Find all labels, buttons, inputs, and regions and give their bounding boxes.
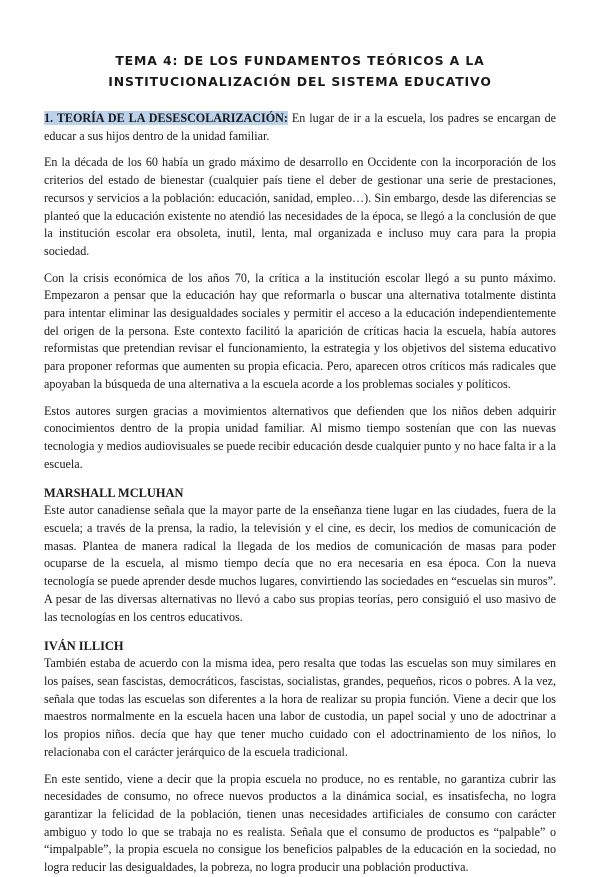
section1-paragraph-1: En la década de los 60 había un grado máximo de desarrollo en Occidente con la incorporación de los criterios del estado de bienestar (cualquier país tiene el deber de gestionar una serie de prestaciones, recursos y servicios a la población: educación, sanidad, empleo…). Sin embargo, desde las diferencias se planteó que la educación existente no atendió las necesidades de la época, se llegó a la conclusión de que la institución escolar era obsoleta, inutil, lenta, mal organizada e incluso muy cara para la propia sociedad. xyxy=(44,155,556,258)
section1-paragraph-2: Con la crisis económica de los años 70, la crítica a la institución escolar llegó a su punto máximo. Empezaron a pensar que la educación hay que reformarla o buscar una alternativa totalmente distinta para intentar eliminar las desigualdades sociales y permitir el acceso a la educación independientemente del origen de la persona. Este contexto facilitó la aparición de críticas hacia la escuela, había autores reformistas que pretendian revisar el funcionamiento, la estrategia y los objetivos del sistema educativo para proponer reformas que aumenten su propia eficacia. Pero, aparecen otros críticos más radicales que apoyaban la búsqueda de una alternativa a la escuela acorde a los problemas sociales y políticos. xyxy=(44,270,556,391)
section1-paragraph-3: Estos autores surgen gracias a movimientos alternativos que defienden que los niños deben adquirir conocimientos dentro de la propia unidad familiar. Al mismo tiempo sostenían que con las nuevas tecnologia y medios audiovisuales se puede recibir educación desde cualquier punto y no hace falta ir a la escuela. xyxy=(44,403,556,471)
section1-intro-text: En lugar de ir a la escuela, los padres se encargan de educar a sus hijos dentro de la unidad familiar. xyxy=(44,111,556,143)
title-line-2: INSTITUCIONALIZACIÓN DEL SISTEMA EDUCATIVO xyxy=(108,74,492,89)
illich-paragraph-2: En este sentido, viene a decir que la propia escuela no produce, no es rentable, no garantiza cubrir las necesidades de consumo, no ofrece nuevos productos a la dinámica social, es insatisfecha, no logra garantizar la felicidad de la población, tienen unas necesidades artificiales de consumo con carácter ambiguo y todo lo que se trabaja no es realista. Señala que el consumo de productos es “palpable” o “impalpable”, la propia escuela no consigue los beneficios palpables de la educación en la sociedad, no logra reducir las desigualdades, la pobreza, no logra producir una población productiva. xyxy=(44,771,556,875)
document-title xyxy=(44,50,556,92)
section1-intro-paragraph xyxy=(44,110,556,145)
illich-paragraph-1: También estaba de acuerdo con la misma idea, pero resalta que todas las escuelas son muy similares en los países, sean fascistas, democráticos, fascistas, socialistas, grandes, pequeños, ricos o pobres. A la vez, señala que todas las escuelas son diferentes a la hora de realizar su propia función. Viene a decir que los maestros normalmente en la escuela hacen una labor de custodia, un papel social y uno de adoctrinar a los propios niños. decía que hay que tener mucho cuidado con el adoctrinamiento de los niños, lo relacionaba con el carácter jerárquico de la escuela tradicional. xyxy=(44,656,556,759)
mcluhan-paragraph-1: Este autor canadiense señala que la mayor parte de la enseñanza tiene lugar en las ciudades, fuera de la escuela; a través de la prensa, la radio, la televisión y el cine, es decir, los medios de comunicación de masas. Plantea de manera radical la llegada de los medios de comunicación de masas para poder ocuparse de la escuela, al mismo tiempo decía que no era necesaria en esa época. Con la nueva tecnología se puede aprender desde muchos lugares, convirtiendo las sociedades en “escuelas sin muros”. A pesar de las diversas alternativas no llevó a cabo sus propias teorías, pero consiguió el uso masivo de las tecnologías en los centros educativos. xyxy=(44,503,556,624)
illich-heading: IVÁN ILLICH xyxy=(44,639,124,654)
title-line-1: TEMA 4: DE LOS FUNDAMENTOS TEÓRICOS A LA xyxy=(115,53,485,68)
mcluhan-heading: MARSHALL MCLUHAN xyxy=(44,486,184,501)
section1-heading: 1. TEORÍA DE LA DESESCOLARIZACIÓN: xyxy=(44,111,288,125)
